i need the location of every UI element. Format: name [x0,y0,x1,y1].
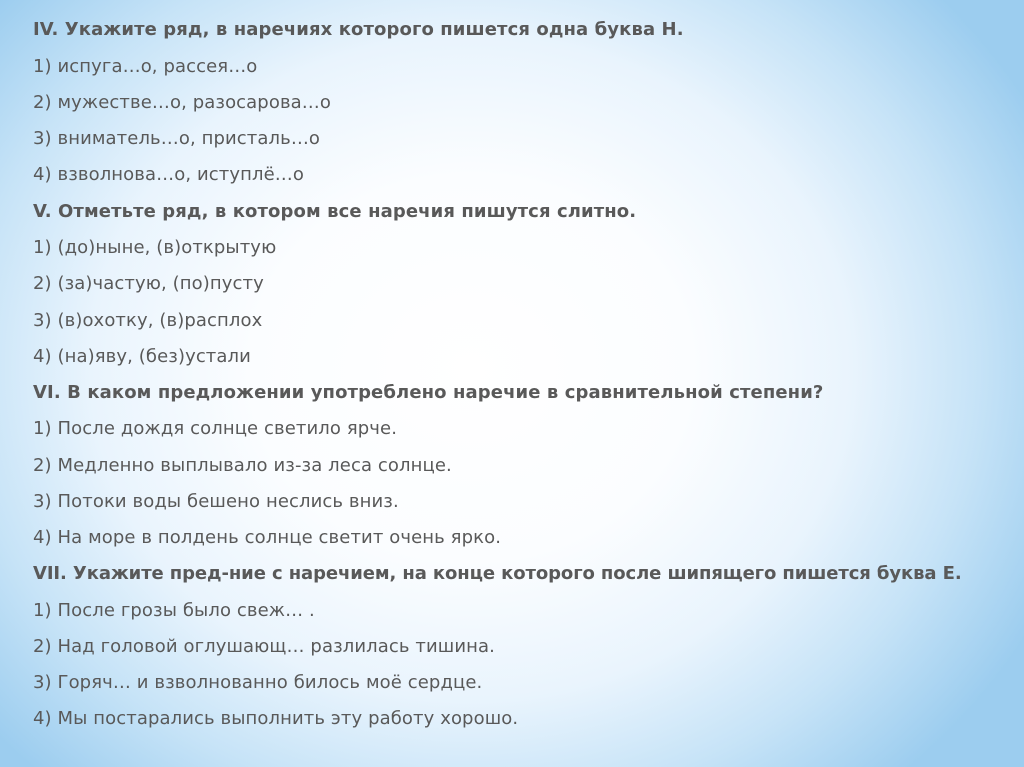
question-7-option-1: 1) После грозы было свеж… . [33,600,315,621]
question-6-option-1: 1) После дождя солнце светило ярче. [33,418,398,439]
question-6-title: VI. В каком предложении употреблено наречие в сравнительной степени? [33,382,824,403]
question-6-option-3: 3) Потоки воды бешено неслись вниз. [33,491,399,512]
question-5-option-3: 3) (в)охотку, (в)расплох [33,310,263,331]
question-4-option-2: 2) мужестве…о, разосарова…о [33,92,331,113]
question-4-option-3: 3) вниматель…о, присталь…о [33,128,321,149]
question-4-option-1: 1) испуга…о, рассея…о [33,56,258,77]
question-4-title: IV. Укажите ряд, в наречиях которого пишется одна буква Н. [33,19,684,40]
question-7-option-3: 3) Горяч… и взволнованно билось моё сердце. [33,672,483,693]
question-5-option-2: 2) (за)частую, (по)пусту [33,273,264,294]
question-4-option-4: 4) взволнова…о, иступлё…о [33,164,304,185]
question-5-option-1: 1) (до)ныне, (в)открытую [33,237,277,258]
question-7-option-4: 4) Мы постарались выполнить эту работу хорошо. [33,708,519,729]
question-5-title: V. Отметьте ряд, в котором все наречия пишутся слитно. [33,201,637,222]
question-6-option-4: 4) На море в полдень солнце светит очень ярко. [33,527,502,548]
question-5-option-4: 4) (на)яву, (без)устали [33,346,251,367]
question-6-option-2: 2) Медленно выплывало из-за леса солнце. [33,455,452,476]
question-7-option-2: 2) Над головой оглушающ… разлилась тишина. [33,636,495,657]
question-7-title: VII. Укажите пред-ние с наречием, на конце которого после шипящего пишется буква Е. [33,563,962,584]
